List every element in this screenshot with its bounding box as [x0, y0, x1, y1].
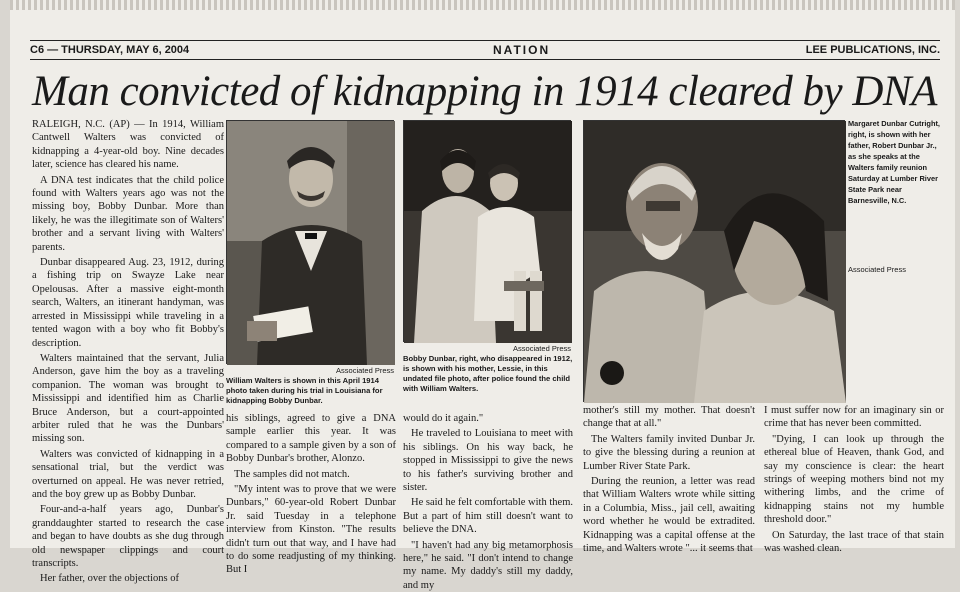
article-column-1 [32, 118, 224, 585]
paragraph: A DNA test indicates that the child police found with Walters years ago was not the missing boy, Bobby Dunbar. More than likely, he was the illegitimate son of Walters' brother and a servant living with Walters' parents. [32, 174, 224, 253]
torn-edge [10, 0, 955, 10]
publisher-name: LEE PUBLICATIONS, INC. [805, 44, 940, 56]
paragraph: Walters was convicted of kidnapping in a sensational trial, but the verdict was overturned on appeal. He was never retried, and the boy grew up as Bobby Dunbar. [32, 448, 224, 500]
paragraph: RALEIGH, N.C. (AP) — In 1914, William Cantwell Walters was convicted of kidnapping a 4-year-old boy. Nine decades later, science has cleared his name. [32, 119, 224, 171]
article-column-5 [764, 404, 944, 555]
article-column-4 [583, 404, 755, 555]
photo-credit: Associated Press [848, 265, 906, 274]
article-column-3 [403, 412, 573, 591]
paragraph: "My intent was to prove that we were Dunbars," 60-year-old Robert Dunbar Jr. said Tuesday in a telephone interview from Kinston. "The results didn't turn out that way, and I have had to do some readjusting of my thinking. But I [226, 484, 396, 576]
photo-caption: Margaret Dunbar Cutright, right, is shown with her father, Robert Dunbar Jr., as she speaks at the Walters family reunion Saturday at Lumber River State Park near Barnesville, N.C. [848, 119, 940, 205]
newspaper-page [10, 0, 955, 591]
page-date: C6 — THURSDAY, MAY 6, 2004 [30, 44, 190, 56]
paragraph: I must suffer now for an imaginary sin or crime that has never been committed. [764, 405, 944, 430]
folio-bar [30, 40, 940, 60]
paragraph: He traveled to Louisiana to meet with his siblings. On his way back, he stopped in Mississippi to give the news to his father's surviving brother and sister. [403, 428, 573, 494]
paragraph: The samples did not match. [234, 468, 350, 480]
paragraph: Walters maintained that the servant, Julia Anderson, gave him the boy as a traveling companion. The woman was brought to Mississippi and identified him as Charlie Bruce Anderson, but a court-appointed arbiter ruled that he was the Dunbars' missing son. [32, 352, 224, 445]
paragraph: "Dying, I can look up through the ethereal blue of Heaven, thank God, and say my conscience is clear: the heart strings of weeping mothers bind not my withering limbs, and the crime of kidnapping stains not my humble threshold door." [764, 433, 944, 526]
paragraph: During the reunion, a letter was read that William Walters wrote while sitting in a Columbia, Miss., jail cell, awaiting word whether he would be extradited. Kidnapping was a capital offense at the time, and Walters wrote "... it seems that [583, 476, 755, 555]
photo-caption: Bobby Dunbar, right, who disappeared in 1912, is shown with his mother, Lessie, in this undated file photo, after police found the child with William Walters. [403, 354, 573, 393]
photo-william-walters [226, 120, 394, 364]
photo-caption: William Walters is shown in this April 1914 photo taken during his trial in Louisiana for kidnapping Bobby Dunbar. [226, 376, 383, 405]
paragraph: The Walters family invited Dunbar Jr. to give the blessing during a reunion at Lumber River State Park. [583, 433, 755, 472]
article-column-2 [226, 412, 396, 576]
paragraph: He said he felt comfortable with them. But a part of him still doesn't want to believe the DNA. [403, 497, 573, 536]
paragraph: Dunbar disappeared Aug. 23, 1912, during a fishing trip on Swayze Lake near Opelousas. After a massive eight-month search, Walters, an itinerant handyman, was arrested in Mississippi while traveling in a tented wagon with a boy who fit Bobby's description. [32, 257, 224, 349]
photo-credit: Associated Press [336, 366, 394, 375]
paragraph: On Saturday, the last trace of that stain was washed clean. [764, 529, 944, 555]
photo-credit: Associated Press [513, 344, 571, 353]
paragraph: would do it again." [403, 413, 484, 424]
headline: Man convicted of kidnapping in 1914 cleared by DNA [32, 68, 937, 115]
paragraph: mother's still my mother. That doesn't change that at all." [583, 405, 755, 430]
photo-bobby-dunbar [403, 120, 571, 342]
paragraph: Four-and-a-half years ago, Dunbar's granddaughter started to research the case and began to have doubts as she dug through old newspaper clippings and court transcripts. [32, 504, 224, 569]
paragraph: Her father, over the objections of [40, 573, 179, 585]
section-name: NATION [493, 43, 551, 57]
photo-reunion [583, 120, 845, 402]
paragraph: "I haven't had any big metamorphosis here," he said. "I don't intend to change my name. My daddy's still my daddy, and my [403, 539, 573, 591]
paragraph: his siblings, agreed to give a DNA sample earlier this year. It was compared to a sample given by a son of Bobby Dunbar's brother, Alonzo. [226, 413, 396, 465]
